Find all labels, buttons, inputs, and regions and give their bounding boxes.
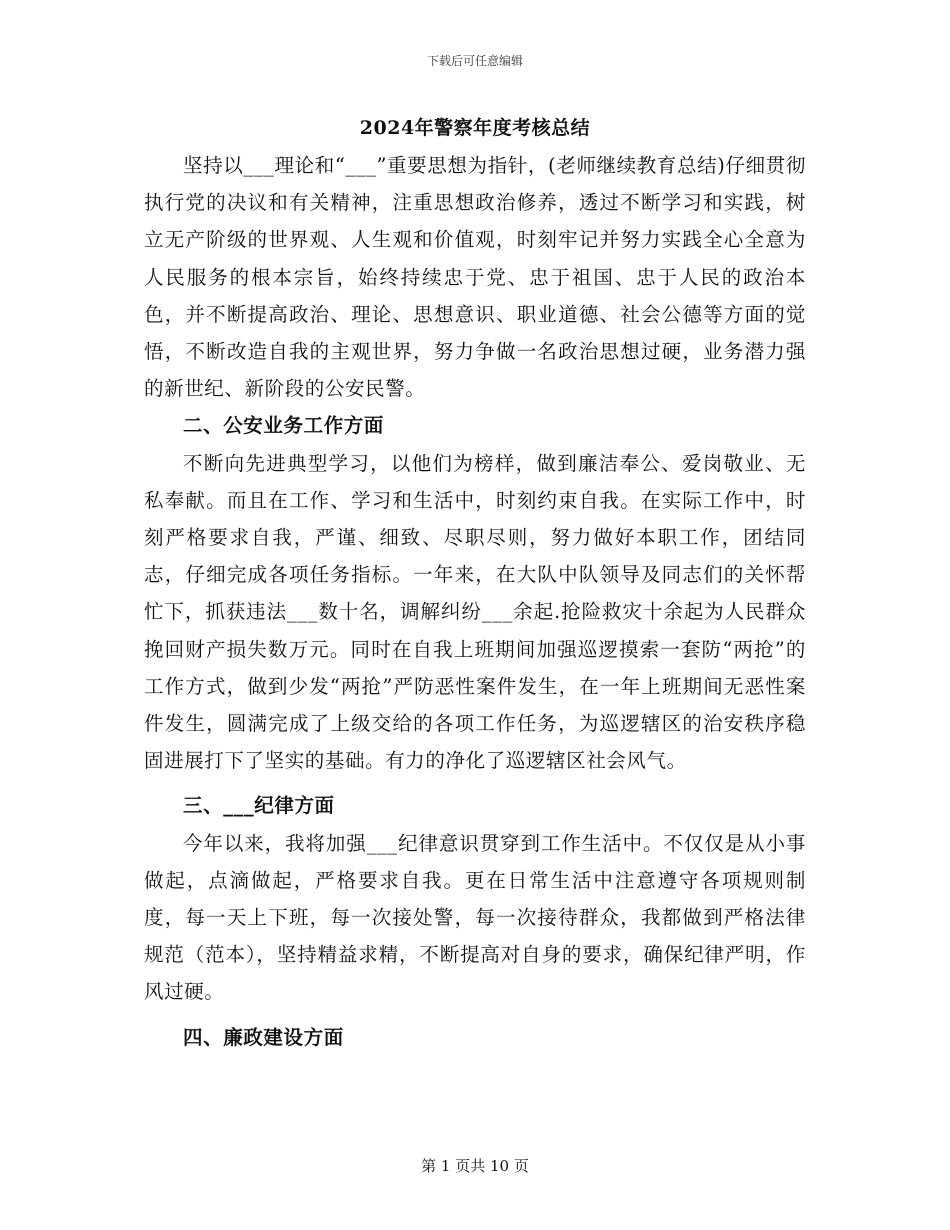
paragraph-discipline: 今年以来，我将加强___纪律意识贯穿到工作生活中。不仅仅是从小事做起，点滴做起，严格要求自我。更在日常生活中注意遵守各项规则制度，每一天上下班，每一次接处警，每一次接待群众，我都做到严格法律规范（范本），坚持精益求精，不断提高对自身的要求，确保纪律严明，作风过硬。 bbox=[144, 831, 806, 1004]
section-heading-police-work: 二、公安业务工作方面 bbox=[183, 414, 385, 438]
paragraph-intro: 坚持以___理论和“___”重要思想为指针，(老师继续教育总结)仔细贯彻执行党的决议和有关精神，注重思想政治修养，透过不断学习和实践，树立无产阶级的世界观、人生观和价值观，时刻牢记并努力实践全心全意为人民服务的根本宗旨，始终持续忠于党、忠于祖国、忠于人民的政治本色，并不断提高政治、理论、思想意识、职业道德、社会公德等方面的觉悟，不断改造自我的主观世界，努力争做一名政治思想过硬，业务潜力强的新世纪、新阶段的公安民警。 bbox=[144, 154, 806, 401]
page-header: 下载后可任意编辑 bbox=[426, 54, 523, 68]
page-number: 第 1 页共 10 页 bbox=[421, 1157, 529, 1175]
section-heading-discipline: 三、___纪律方面 bbox=[183, 794, 335, 818]
section-heading-integrity: 四、廉政建设方面 bbox=[183, 1025, 344, 1049]
document-title: 2024年警察年度考核总结 bbox=[359, 117, 591, 139]
document-body bbox=[144, 147, 806, 1056]
paragraph-police-work: 不断向先进典型学习，以他们为榜样，做到廉洁奉公、爱岗敬业、无私奉献。而且在工作、学习和生活中，时刻约束自我。在实际工作中，时刻严格要求自我，严谨、细致、尽职尽则，努力做好本职工作，团结同志，仔细完成各项任务指标。一年来，在大队中队领导及同志们的关怀帮忙下，抓获违法___数十名，调解纠纷___余起.抢险救灾十余起为人民群众挽回财产损失数万元。同时在自我上班期间加强巡逻摸索一套防“两抢”的工作方式，做到少发“两抢”严防恶性案件发生，在一年上班期间无恶性案件发生，圆满完成了上级交给的各项工作任务，为巡逻辖区的治安秩序稳固进展打下了坚实的基础。有力的净化了巡逻辖区社会风气。 bbox=[144, 451, 806, 773]
